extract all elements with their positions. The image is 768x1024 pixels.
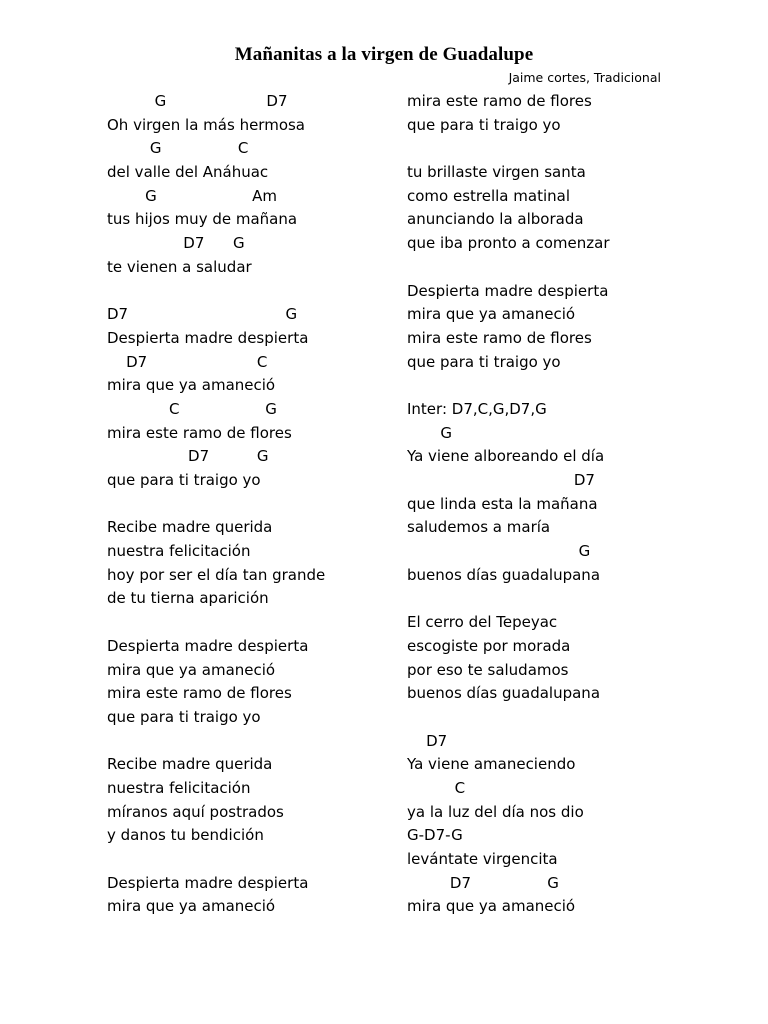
lyric-line: G Am — [107, 186, 278, 205]
lyric-line — [107, 848, 397, 872]
lyric-line: Despierta madre despierta — [107, 636, 309, 655]
lyric-line — [107, 493, 397, 517]
song-title: Mañanitas a la virgen de Guadalupe — [234, 44, 534, 65]
lyric-line: y danos tu bendición — [107, 826, 264, 845]
lyric-line: Ya viene alboreando el día — [407, 447, 605, 466]
lyric-line: hoy por ser el día tan grande — [107, 565, 326, 584]
lyric-line: nuestra felicitación — [107, 542, 251, 561]
lyric-line: que para ti traigo yo — [107, 471, 261, 489]
lyric-line: Oh virgen la más hermosa — [107, 115, 306, 134]
lyric-line: como estrella matinal — [407, 186, 570, 205]
lyric-line: mira este ramo de flores — [407, 92, 592, 110]
lyric-line: que para ti traigo yo — [107, 707, 261, 726]
lyric-line: D7 — [407, 471, 595, 489]
lyric-line: G D7 — [107, 92, 288, 110]
lyric-line: Despierta madre despierta — [107, 873, 309, 892]
lyric-line: Recibe madre querida — [107, 755, 273, 774]
lyric-line: saludemos a maría — [407, 518, 551, 537]
lyric-line: buenos días guadalupana — [407, 684, 601, 703]
lyric-line: D7 G — [107, 234, 245, 253]
lyric-line: nuestra felicitación — [107, 778, 251, 797]
lyric-line: D7 C — [107, 352, 268, 371]
lyric-line: El cerro del Tepeyac — [407, 613, 558, 632]
lyric-line — [407, 137, 707, 161]
lyric-line: escogiste por morada — [407, 636, 571, 655]
lyric-line: D7 G — [107, 447, 269, 466]
lyrics-column-right — [407, 90, 707, 919]
lyric-line: que iba pronto a comenzar — [407, 234, 610, 253]
lyric-line: anunciando la alborada — [407, 210, 584, 229]
lyric-line — [107, 611, 397, 635]
lyric-line: que linda esta la mañana — [407, 494, 598, 513]
lyric-line — [407, 256, 707, 280]
lyric-line: mira que ya amaneció — [107, 660, 276, 679]
lyric-line: te vienen a saludar — [107, 257, 252, 276]
lyric-line: de tu tierna aparición — [107, 589, 269, 608]
lyric-line: tu brillaste virgen santa — [407, 163, 586, 182]
lyric-line: D7 G — [407, 873, 559, 892]
lyric-line: C — [407, 778, 466, 797]
lyric-line: G-D7-G — [407, 826, 463, 845]
lyric-line — [407, 706, 707, 730]
lyric-line: tus hijos muy de mañana — [107, 210, 298, 229]
lyric-line: Despierta madre despierta — [107, 328, 309, 347]
lyric-line: del valle del Anáhuac — [107, 163, 269, 182]
lyrics-column-left — [107, 90, 397, 919]
lyric-line: D7 — [407, 731, 448, 750]
lyric-line: que para ti traigo yo — [407, 352, 561, 371]
lyric-line: Despierta madre despierta — [407, 281, 609, 300]
lyric-line: mira este ramo de flores — [107, 423, 292, 442]
lyric-line: mira que ya amaneció — [407, 897, 576, 916]
lyric-line: buenos días guadalupana — [407, 565, 601, 584]
lyric-line: míranos aquí postrados — [107, 802, 284, 821]
lyric-line: mira que ya amaneció — [107, 897, 276, 916]
lyric-line: G — [407, 542, 591, 561]
lyric-line — [407, 374, 707, 398]
lyric-line — [107, 280, 397, 304]
lyric-line: C G — [107, 399, 277, 418]
lyric-line: mira que ya amaneció — [407, 305, 576, 324]
song-author: Jaime cortes, Tradicional — [508, 70, 661, 85]
lyric-line: mira que ya amaneció — [107, 376, 276, 395]
lyric-line: mira este ramo de flores — [107, 684, 292, 703]
lyric-line — [407, 587, 707, 611]
lyric-line: mira este ramo de flores — [407, 328, 592, 347]
lyric-line: ya la luz del día nos dio — [407, 802, 584, 821]
lyric-line: levántate virgencita — [407, 850, 558, 868]
lyric-line — [107, 730, 397, 754]
lyric-line: Inter: D7,C,G,D7,G — [407, 399, 547, 418]
lyric-line: Recibe madre querida — [107, 518, 273, 537]
lyric-line: Ya viene amaneciendo — [407, 755, 576, 774]
lyric-line: que para ti traigo yo — [407, 115, 561, 134]
lyric-line: G — [407, 423, 452, 442]
lyric-line: por eso te saludamos — [407, 660, 569, 679]
lyric-line: D7 G — [107, 305, 298, 324]
lyric-line: G C — [107, 139, 249, 158]
